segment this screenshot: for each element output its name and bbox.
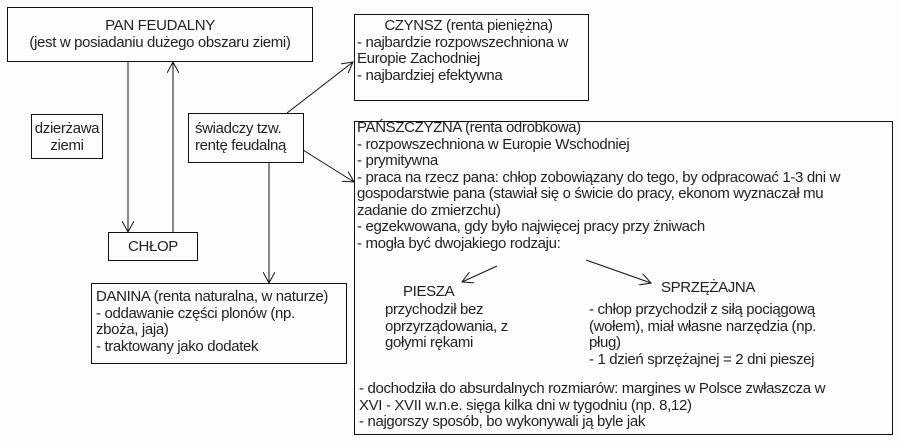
czynsz-line: - najbardziej efektywna [357,66,503,84]
piesza-line: oprzyrządowania, z [385,317,508,335]
footer-line: - dochodziła do absurdalnych rozmiarów: margines w Polsce zwłaszcza w [359,380,826,397]
czynsz-title: CZYNSZ (renta pieniężna) [384,17,553,34]
piesza-title: PIESZA [403,283,455,300]
piesza-line: gołymi rękami [385,334,473,351]
panszczyzna-line: - prymitywna [357,152,438,169]
pan-subtitle: (jest w posiadaniu dużego obszaru ziemi) [29,33,291,51]
panszczyzna-line: - rozpowszechniona w Europie Wschodniej [357,135,630,153]
arrow-to-czynsz [287,62,353,113]
danina-line: zboża, jaja) [96,321,169,338]
panszczyzna-box [354,121,893,435]
danina-line: - traktowany jako dodatek [96,337,259,355]
swiadczy-line: świadczy tzw. [195,120,282,137]
sprzezajna-description [589,302,816,368]
footer-line: - najgorszy sposób, bo wykonywali ją byle jak [359,413,646,430]
panszczyzna-footer [359,381,825,431]
dzierzawa-line: dzierżawa [34,120,100,137]
panszczyzna-main [357,120,840,252]
footer-line: XVI - XVII w.n.e. sięga kilka dni w tygodniu (np. 8,12) [359,396,692,414]
chlop-title: CHŁOP [128,238,178,255]
sprzezajna-line: pług) [589,334,621,351]
chlop-box [108,232,198,261]
dzierzawa-box [31,114,103,159]
sprzezajna-title: SPRZĘŻAJNA [661,279,756,296]
danina-title: DANINA (renta naturalna, w naturze) [96,288,329,305]
panszczyzna-line: gospodarstwie pana (stawiał się o świcie do pracy, ekonom wyznaczał mu [357,185,824,202]
czynsz-box [354,14,589,101]
swiadczy-line: rentę feudalną [195,136,287,154]
piesza-description [385,302,508,352]
danina-box [91,283,347,364]
panszczyzna-title: PAŃSZCZYZNA (renta odrobkowa) [357,119,581,136]
danina-line: - oddawanie części plonów (np. [96,304,295,322]
sprzezajna-line: (wołem), miał własne narzędzia (np. [589,317,817,335]
czynsz-line: Europie Zachodniej [357,50,480,67]
panszczyzna-line: zadanie do zmierzchu) [357,201,501,219]
panszczyzna-line: - mogła być dwojakiego rodzaju: [357,234,561,252]
dzierzawa-line: ziemi [50,136,84,154]
sprzezajna-line: - 1 dzień sprzężajnej = 2 dni pieszej [589,350,815,368]
pan-title: PAN FEUDALNY [105,17,215,34]
pan-feudalny-box [7,7,313,62]
sprzezajna-line: - chłop przychodził z siłą pociągową [589,301,815,318]
arrow-to-panszczyzna [303,150,354,182]
piesza-line: przychodził bez [385,301,484,318]
swiadczy-box [188,113,304,163]
panszczyzna-line: - praca na rzecz pana: chłop zobowiązany do tego, by odpracować 1-3 dni w [357,168,841,186]
czynsz-line: - najbardzie rozpowszechniona w [357,33,568,51]
panszczyzna-line: - egzekwowana, gdy było najwięcej pracy przy żniwach [357,218,705,235]
